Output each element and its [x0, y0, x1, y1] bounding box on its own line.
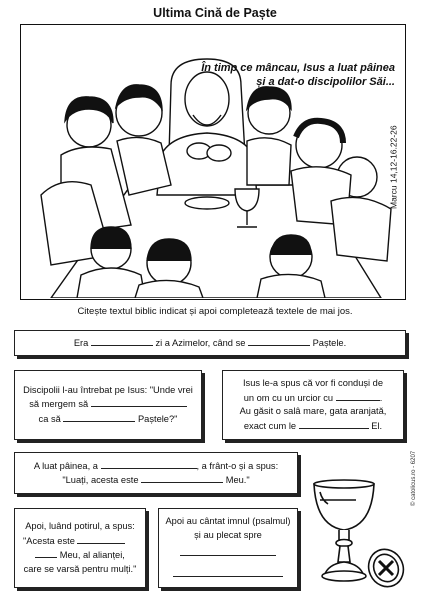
- fill-in-box-3: [222, 370, 404, 440]
- blank-field[interactable]: [77, 534, 125, 544]
- bible-reference: Marcu 14,12-16.22-26: [389, 125, 399, 209]
- box6-answer-line: [165, 567, 291, 582]
- box3-text: .: [379, 392, 383, 403]
- host-icon: [363, 544, 406, 590]
- box3-text: El.: [371, 420, 383, 431]
- box6-line-1: Apoi au cântat imnul (psalmul): [165, 516, 291, 526]
- fill-in-box-2: [14, 370, 202, 440]
- blank-field[interactable]: [180, 546, 276, 556]
- box2-line-1: Discipolii l-au întrebat pe Isus: "Unde vrei: [23, 384, 193, 395]
- blank-field[interactable]: [91, 397, 187, 407]
- blank-field[interactable]: [91, 336, 153, 346]
- box2-text: Paștele?": [137, 413, 178, 424]
- caption-line-2: și a dat-o discipolilor Săi...: [256, 76, 395, 88]
- box2-line-2: [21, 397, 195, 412]
- blank-field[interactable]: [141, 473, 223, 483]
- picture-caption: [165, 61, 395, 89]
- box2-text: ca să: [38, 413, 61, 424]
- box1-text: [15, 336, 405, 351]
- box5-line-4: care se varsă pentru mulți.": [23, 563, 137, 574]
- chalice-icon: [306, 478, 406, 590]
- instructions-text: Citește textul biblic indicat și apoi completează textele de mai jos.: [77, 306, 353, 317]
- box2-line-3: [21, 412, 195, 427]
- page-title: Ultima Cină de Paște: [153, 6, 277, 20]
- box4-line-1: [21, 459, 291, 474]
- fill-in-box-5: [14, 508, 146, 588]
- box3-line-2: [228, 391, 398, 406]
- box6-answer-line: [165, 546, 291, 561]
- box2-text: să mergem să: [29, 399, 89, 410]
- box3-text: exact cum le: [243, 420, 297, 431]
- box5-text: Meu, al alianței,: [59, 550, 125, 560]
- fill-in-box-6: [158, 508, 298, 588]
- blank-field[interactable]: [299, 419, 369, 429]
- box5-text: "Acesta este: [23, 535, 75, 546]
- blank-field[interactable]: [248, 336, 310, 346]
- box5-line-1: Apoi, luând potirul, a spus:: [25, 521, 135, 531]
- box4-text: , a frânt-o și a spus:: [196, 460, 279, 471]
- box4-line-2: [21, 473, 291, 488]
- fill-in-box-4: [14, 452, 298, 494]
- box4-text: "Luați, acesta este: [62, 475, 139, 485]
- blank-field[interactable]: [63, 412, 135, 422]
- box5-line-3: [19, 548, 141, 563]
- box3-line-4: [228, 419, 398, 434]
- blank-field[interactable]: [35, 548, 57, 558]
- box3-line-1: Isus le-a spus că vor fi conduși de: [242, 378, 384, 388]
- last-supper-illustration: [20, 24, 406, 300]
- box3-line-3: Au găsit o salâ mare, gata aranjată,: [239, 406, 387, 416]
- box4-text: A luat pâinea, a: [33, 460, 98, 471]
- box1-text-part2: zi a Azimelor, când se: [155, 337, 246, 348]
- box1-text-part1: Era: [73, 337, 89, 348]
- copyright-text: © catolicus.ro - 6207: [411, 450, 417, 506]
- fill-in-box-1: [14, 330, 406, 356]
- box1-text-part3: Paștele.: [312, 337, 347, 348]
- blank-field[interactable]: [173, 567, 283, 577]
- box3-text: un om cu un urcior cu: [243, 392, 334, 403]
- box6-line-2: și au plecat spre: [194, 529, 262, 540]
- caption-line-1: În timp ce mâncau, Isus a luat pâinea: [201, 62, 395, 74]
- box4-text: Meu.": [225, 475, 250, 485]
- blank-field[interactable]: [101, 459, 197, 469]
- box5-line-2: [19, 534, 141, 549]
- blank-field[interactable]: [336, 391, 380, 401]
